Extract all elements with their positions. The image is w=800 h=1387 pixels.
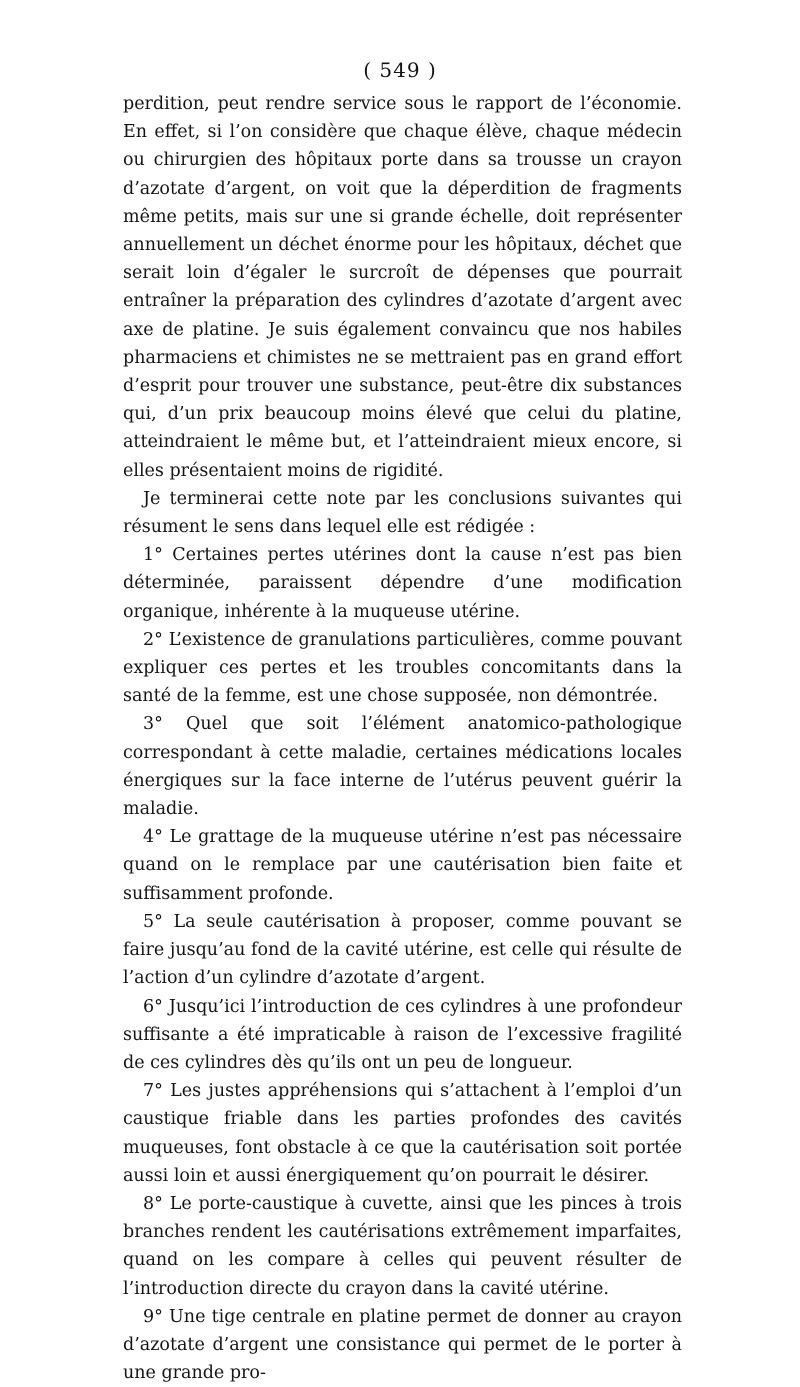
page-number: ( 549 ) xyxy=(363,58,437,82)
conclusion-9: 9° Une tige centrale en platine permet de donner au crayon d’azotate d’argent une consistance qui permet de le porter à une grande pro- xyxy=(123,1306,682,1384)
body-text xyxy=(123,90,682,1387)
conclusion-7: 7° Les justes appréhensions qui s’attachent à l’emploi d’un caustique friable dans les parties profondes des cavités muqueuses, font obstacle à ce que la cautérisation soit portée aussi loin et aussi énergiquement qu’on pourrait le désirer. xyxy=(123,1081,682,1186)
conclusion-3: 3° Quel que soit l’élément anatomico-pathologique correspondant à cette maladie, certaines médications locales énergiques sur la face interne de l’utérus peuvent guérir la maladie. xyxy=(123,714,682,820)
conclusion-6: 6° Jusqu’ici l’introduction de ces cylindres à une profondeur suffisante a été impraticable à raison de l’excessive fragilité de ces cylindres dès qu’ils ont un peu de longueur. xyxy=(123,996,682,1073)
conclusion-8: 8° Le porte-caustique à cuvette, ainsi que les pinces à trois branches rendent les cautérisations extrêmement imparfaites, quand on les compare à celles qui peuvent résulter de l’introduction directe du crayon dans la cavité utérine. xyxy=(123,1193,682,1299)
conclusion-1: 1° Certaines pertes utérines dont la cause n’est pas bien déterminée, paraissent dépendre d’une modification organique, inhérente à la muqueuse utérine. xyxy=(123,545,682,622)
conclusion-4: 4° Le grattage de la muqueuse utérine n’est pas nécessaire quand on le remplace par une cautérisation bien faite et suffisamment profonde. xyxy=(123,827,682,904)
conclusion-2: 2° L’existence de granulations particulières, comme pouvant expliquer ces pertes et les troubles concomitants dans la santé de la femme, est une chose supposée, non démontrée. xyxy=(123,629,682,707)
conclusion-5: 5° La seule cautérisation à proposer, comme pouvant se faire jusqu’au fond de la cavité utérine, est celle qui résulte de l’action d’un cylindre d’azotate d’argent. xyxy=(123,911,682,989)
paragraph-economy: perdition, peut rendre service sous le rapport de l’économie. En effet, si l’on considère que chaque élève, chaque médecin ou chirurgien des hôpitaux porte dans sa trousse un crayon d’azotate d’argent, on voit que la déperdition de fragments même petits, mais sur une si grande échelle, doit représenter annuellement un déchet énorme pour les hôpitaux, déchet que serait loin d’égaler le surcroît de dépenses que pourrait entraîner la préparation des cylindres d’azotate d’argent avec axe de platine. Je suis également convaincu que nos habiles pharmaciens et chimistes ne se mettraient pas en grand effort d’esprit pour trouver une substance, peut-être dix substances qui, d’un prix beaucoup moins élevé que celui du platine, atteindraient le même but, et l’atteindraient mieux encore, si elles présentaient moins de rigidité. xyxy=(123,94,682,481)
paragraph-conclusions-intro: Je terminerai cette note par les conclusions suivantes qui résument le sens dans lequel elle est rédigée : xyxy=(123,488,682,538)
